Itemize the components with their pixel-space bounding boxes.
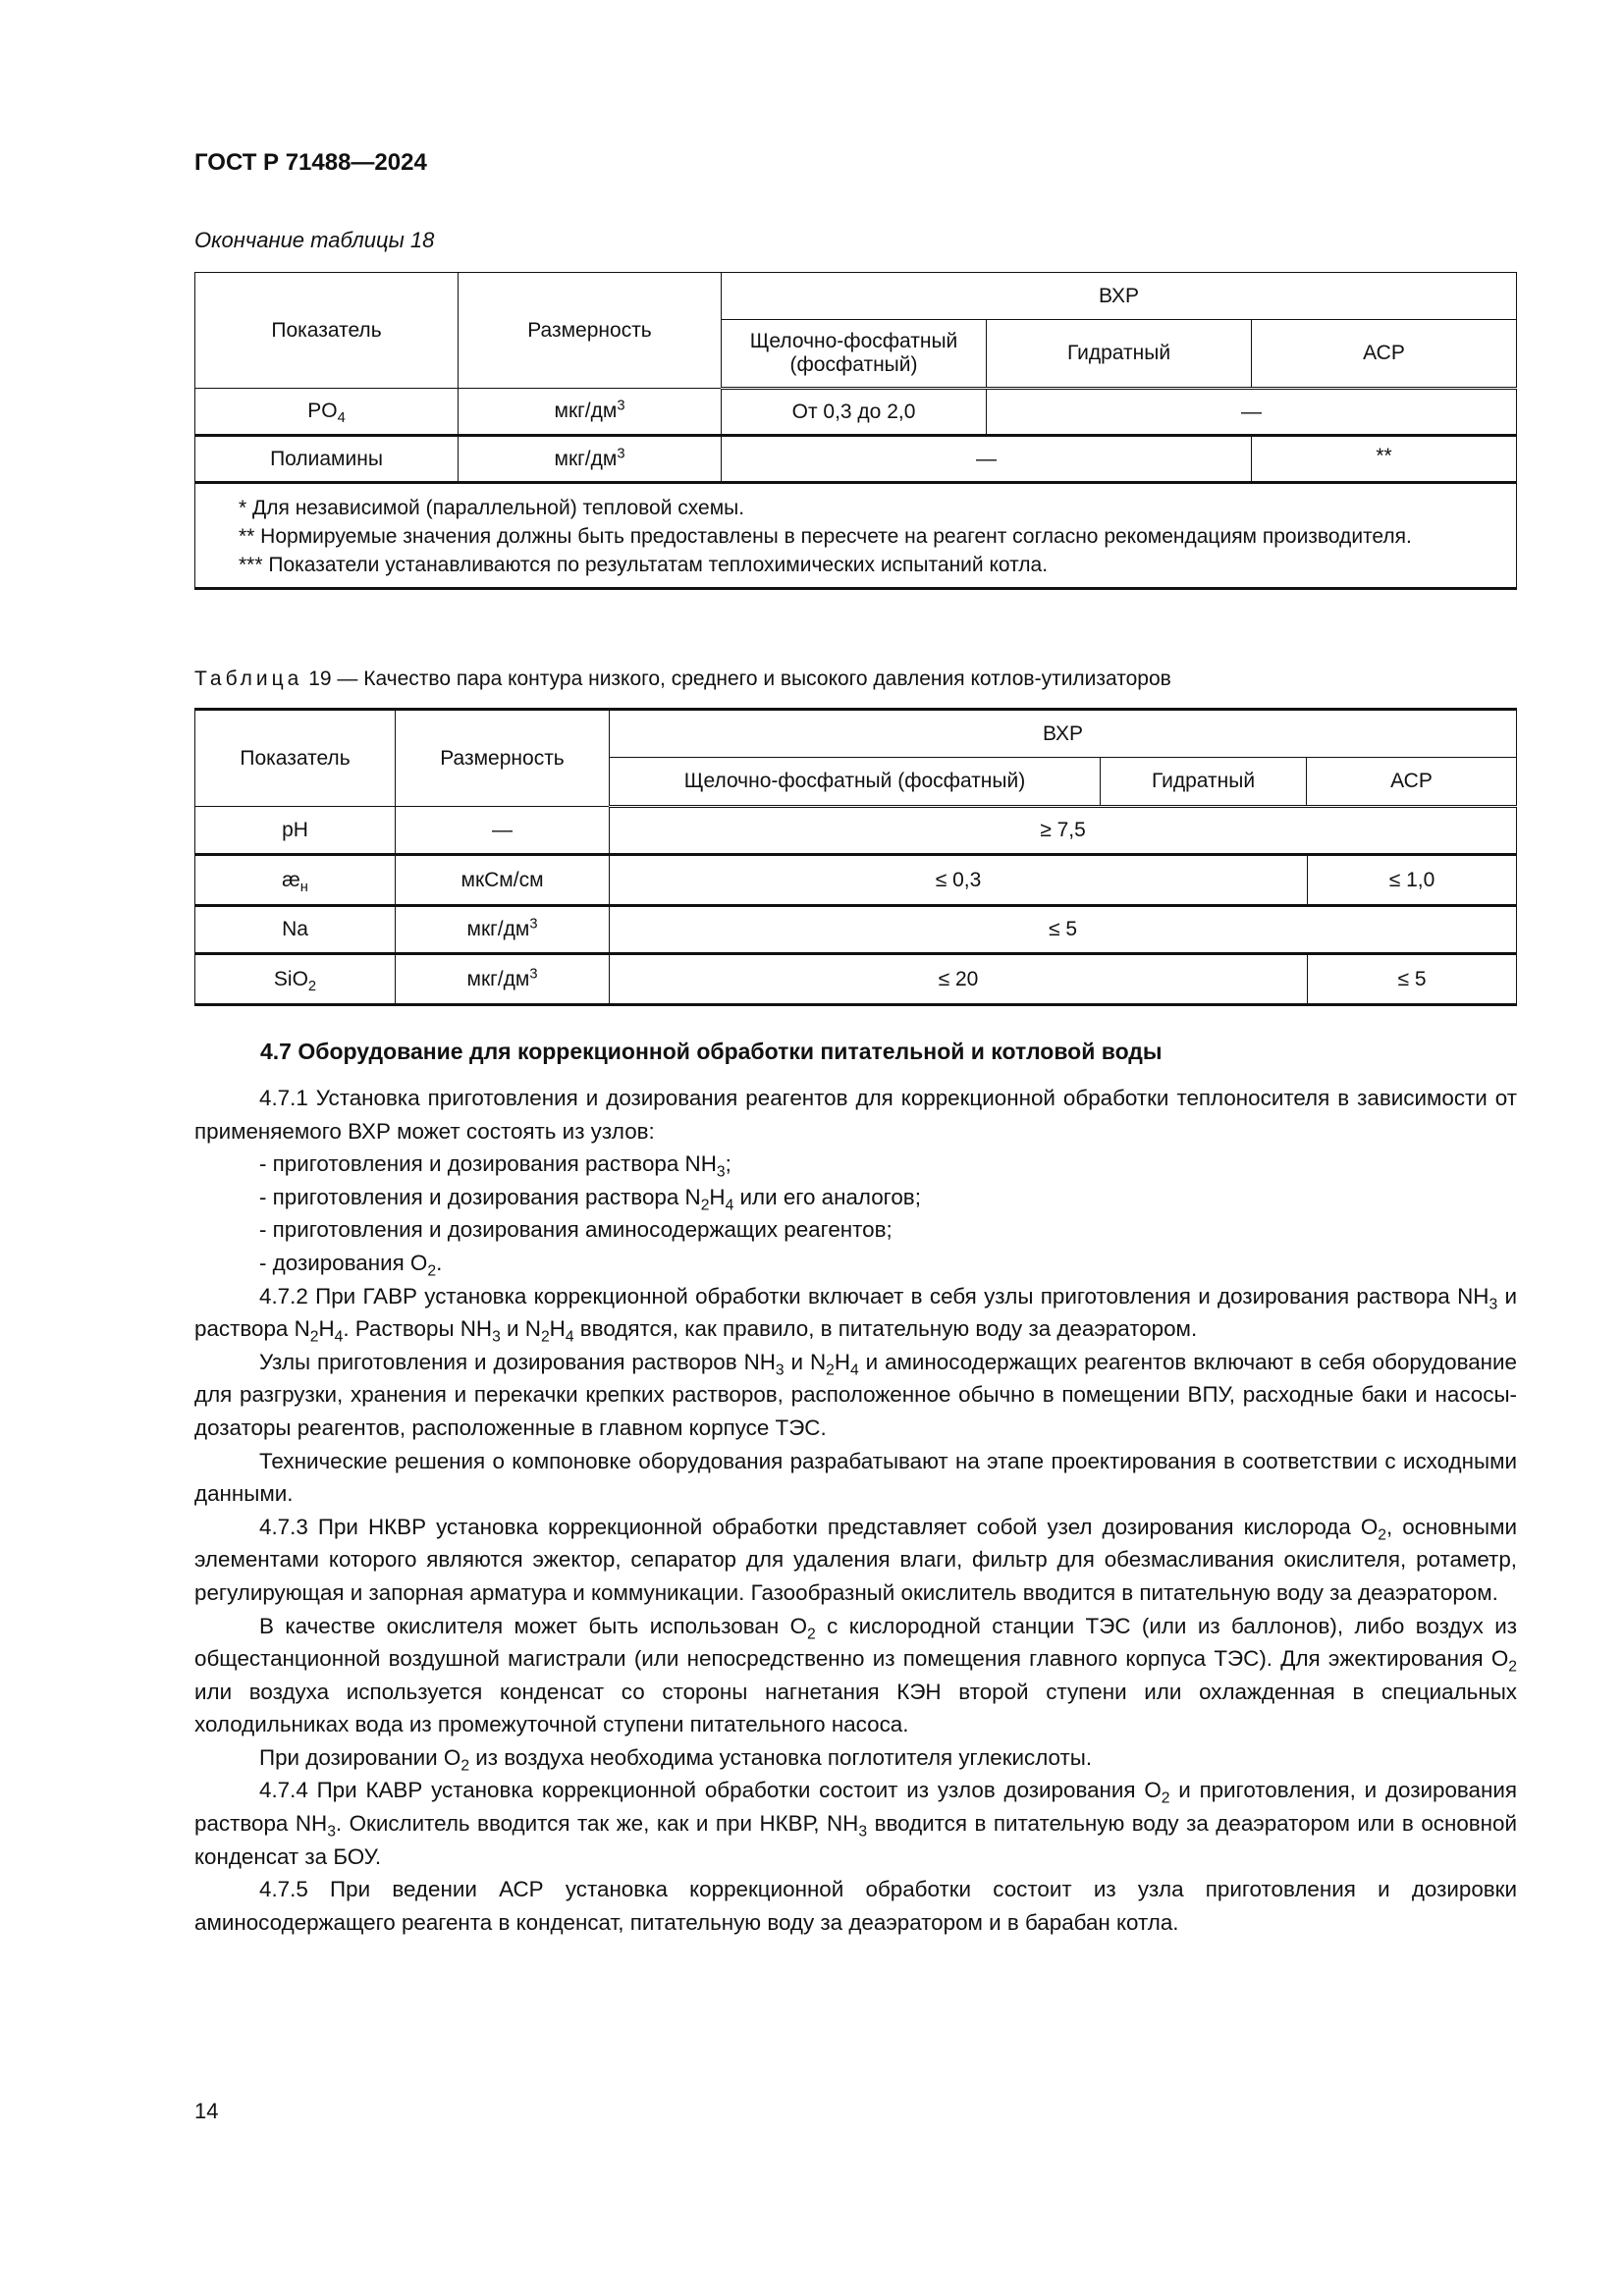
list-item: - приготовления и дозирования аминосодержащих реагентов; [259, 1217, 893, 1243]
header-col1: Щелочно-фосфатный (фосфатный) [722, 320, 987, 389]
table-18 [194, 272, 1517, 590]
header-indicator: Показатель [195, 273, 459, 389]
row-unit: мкг/$дм^3$ [396, 954, 610, 1005]
row-indicator: SiO$_2$ [195, 954, 396, 1005]
document-code: ГОСТ Р 71488—2024 [194, 149, 427, 176]
row-indicator: $æ_н$ [195, 855, 396, 906]
row-indicator: Полиамины [195, 436, 459, 483]
note: ** Нормируемые значения должны быть предоставлены в пересчете на реагент согласно рекомендациям производителя. [239, 525, 1412, 548]
list-item: - приготовления и дозирования раствора $NH_3$; [259, 1151, 731, 1181]
list-item: - дозирования $O_2$. [259, 1250, 443, 1280]
paragraph: 4.7.2 При ГАВР установка коррекционной обработки включает в себя узлы приготовления и дозирования раствора $NH_3$ и раствора $N_2H_4$. Растворы $NH_3$ и $N_2H_4$ вводятся, как правило, в питательную воду за деаэратором. [194, 1283, 1517, 1346]
table-19-caption: Таблица 19 — Качество пара контура низкого, среднего и высокого давления котлов-утилизаторов [194, 667, 1171, 690]
paragraph: 4.7.1 Установка приготовления и дозирования реагентов для коррекционной обработки теплоносителя в зависимости от применяемого ВХР может состоять из узлов: [194, 1086, 1517, 1144]
header-col2: Гидратный [987, 320, 1252, 389]
row-value: ≤ 5 [1397, 967, 1427, 990]
table-continuation-label: Окончание таблицы 18 [194, 228, 435, 252]
section-body [194, 1082, 1517, 1939]
row-value: ≥ 7,5 [610, 807, 1517, 855]
paragraph: 4.7.5 При ведении АСР установка коррекционной обработки состоит из узла приготовления и дозировки аминосодержащего реагента в конденсат, питательную воду за деаэратором и в барабан котла. [194, 1877, 1517, 1935]
row-value: От 0,3 до 2,0 [722, 389, 987, 436]
paragraph: Узлы приготовления и дозирования растворов $NH_3$ и $N_2H_4$ и аминосодержащих реагентов включают в себя оборудование для разгрузки, хранения и перекачки крепких растворов, расположенное обычно в помещении ВПУ, расходные баки и насосы-дозаторы реагентов, расположенные в главном корпусе ТЭС. [194, 1349, 1517, 1440]
row-unit: мкг/$дм^3$ [459, 389, 722, 436]
header-col3: АСР [1307, 758, 1517, 807]
header-col2: Гидратный [1101, 758, 1307, 807]
note: *** Показатели устанавливаются по результатам теплохимических испытаний котла. [239, 554, 1049, 576]
row-value: ≤ 1,0 [1388, 868, 1435, 891]
row-value: ** [1252, 436, 1517, 483]
header-unit: Размерность [396, 710, 610, 807]
row-indicator: Na [195, 906, 396, 954]
header-group: ВХР [610, 710, 1517, 758]
page-number: 14 [194, 2099, 219, 2123]
table-notes [195, 483, 1517, 589]
row-unit: мкг/$дм^3$ [459, 436, 722, 483]
row-indicator: $PO_4$ [195, 389, 459, 436]
row-value: ≤ 20 [610, 955, 1308, 1003]
row-value: ≤ 0,3 [610, 856, 1308, 904]
list-item: - приготовления и дозирования раствора $N_2H_4$ или его аналогов; [259, 1184, 921, 1214]
header-col1: Щелочно-фосфатный (фосфатный) [610, 758, 1101, 807]
header-unit: Размерность [459, 273, 722, 389]
paragraph: Технические решения о компоновке оборудования разрабатывают на этапе проектирования в соответствии с исходными данными. [194, 1448, 1517, 1507]
paragraph: При дозировании $O_2$ из воздуха необходима установка поглотителя углекислоты. [259, 1744, 1093, 1775]
paragraph: 4.7.3 При НКВР установка коррекционной обработки представляет собой узел дозирования кислорода $O_2$, основными элементами которого являются эжектор, сепаратор для удаления влаги, фильтр для обезмасливания окислителя, ротаметр, регулирующая и запорная арматура и коммуникации. Газообразный окислитель вводится в питательную воду за деаэратором. [194, 1514, 1517, 1605]
paragraph: 4.7.4 При КАВР установка коррекционной обработки состоит из узлов дозирования $O_2$ и приготовления, и дозирования раствора $NH_3$. Окислитель вводится так же, как и при НКВР, $NH_3$ вводится в питательную воду за деаэратором или в основной конденсат за БОУ. [194, 1778, 1518, 1869]
row-unit: — [396, 807, 610, 855]
row-value: ≤ 5 [610, 906, 1517, 954]
row-unit: мкСм/см [396, 855, 610, 906]
row-value: — [722, 436, 1252, 483]
note: * Для независимой (параллельной) тепловой схемы. [239, 497, 745, 519]
header-indicator: Показатель [195, 710, 396, 807]
row-indicator: pH [195, 807, 396, 855]
header-col3: АСР [1252, 320, 1517, 389]
header-group: ВХР [722, 273, 1517, 320]
table-19 [194, 708, 1517, 1006]
row-unit: мкг/$дм^3$ [396, 906, 610, 954]
paragraph: В качестве окислителя может быть использован $O_2$ с кислородной станции ТЭС (или из баллонов), либо воздух из общестанционной воздушной магистрали (или непосредственно из помещения главного корпуса ТЭС). Для эжектирования $O_2$ или воздуха используется конденсат со стороны нагнетания КЭН второй ступени или охлажденная в специальных холодильниках вода из промежуточной ступени питательного насоса. [194, 1613, 1517, 1737]
section-heading: 4.7 Оборудование для коррекционной обработки питательной и котловой воды [260, 1039, 1163, 1064]
row-value: — [987, 389, 1517, 436]
